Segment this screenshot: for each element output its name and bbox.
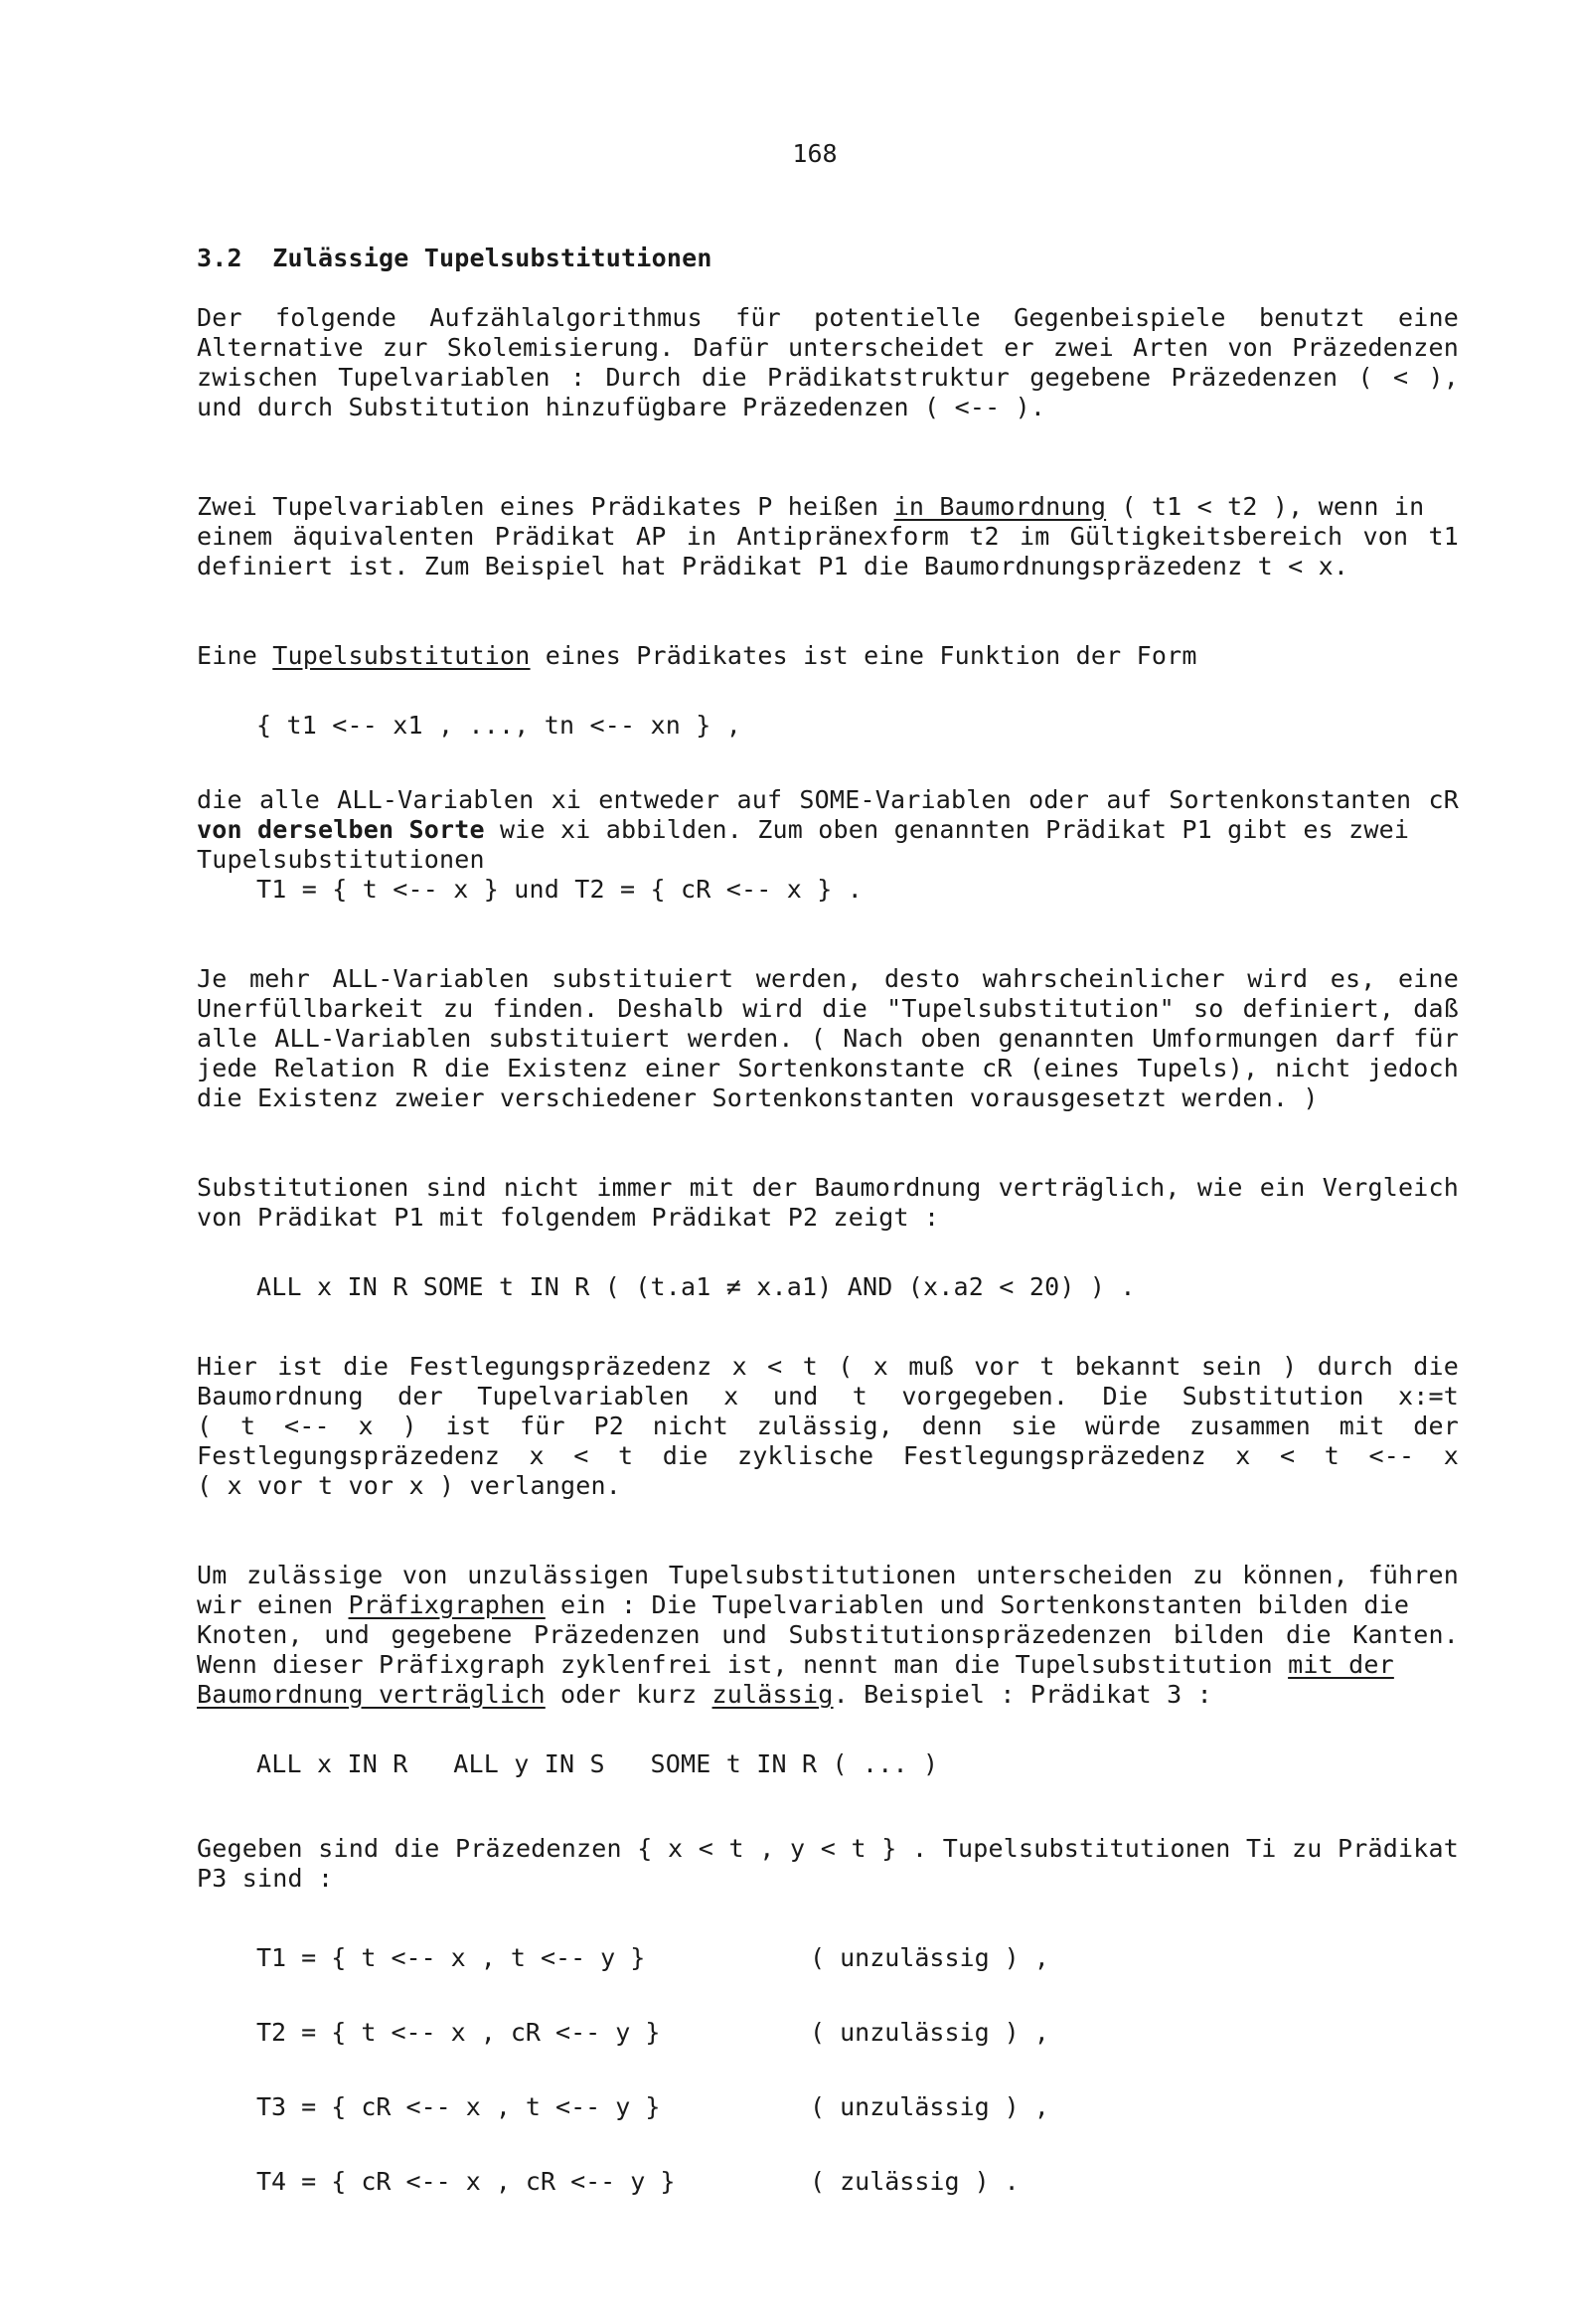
p5-line: alle ALL-Variablen substituiert werden. ( Nach oben genannten Umformungen darf für <box>197 1024 1459 1053</box>
p9-line: P3 sind : <box>197 1864 334 1893</box>
p7-line: Hier ist die Festlegungspräzedenz x < t ( x muß vor t bekannt sein ) durch die <box>197 1352 1459 1381</box>
p4-line: Tupelsubstitutionen <box>197 845 485 874</box>
p5-line: die Existenz zweier verschiedener Sortenkonstanten vorausgesetzt werden. ) <box>197 1083 1319 1112</box>
term-baumordnung: in Baumordnung <box>893 492 1107 521</box>
substitution-expr: T2 = { t <-- x , cR <-- y } <box>256 2018 661 2047</box>
term-baumordnung-vertraeglich: Baumordnung verträglich <box>197 1680 546 1709</box>
p7-line: ( t <-- x ) ist für P2 nicht zulässig, denn sie würde zusammen mit der <box>197 1411 1459 1440</box>
p5-line: Unerfüllbarkeit zu finden. Deshalb wird die "Tupelsubstitution" so definiert, daß <box>197 994 1459 1023</box>
substitution-expr: T3 = { cR <-- x , t <-- y } <box>256 2092 661 2121</box>
section-heading: 3.2 Zulässige Tupelsubstitutionen <box>197 244 712 272</box>
page-number: 168 <box>792 139 838 168</box>
p5-line: Je mehr ALL-Variablen substituiert werden, desto wahrscheinlicher wird es, eine <box>197 964 1459 993</box>
substitution-status: ( unzulässig ) , <box>810 2018 1049 2047</box>
p1-line: Alternative zur Skolemisierung. Dafür unterscheidet er zwei Arten von Präzedenzen <box>197 333 1459 362</box>
substitution-status: ( unzulässig ) , <box>810 1943 1049 1972</box>
p8-line: Wenn dieser Präfixgraph zyklenfrei ist, nennt man die Tupelsubstitution mit der <box>197 1650 1394 1679</box>
p4-line: von derselben Sorte wie xi abbilden. Zum oben genannten Prädikat P1 gibt es zwei <box>197 815 1410 844</box>
p7-line: ( x vor t vor x ) verlangen. <box>197 1471 622 1500</box>
p1-line: zwischen Tupelvariablen : Durch die Prädikatstruktur gegebene Präzedenzen ( < ), <box>197 363 1459 392</box>
p1-line: Der folgende Aufzählalgorithmus für potentielle Gegenbeispiele benutzt eine <box>197 303 1459 332</box>
p4-formula: T1 = { t <-- x } und T2 = { cR <-- x } . <box>256 875 864 904</box>
p9-line: Gegeben sind die Präzedenzen { x < t , y < t } . Tupelsubstitutionen Ti zu Prädikat <box>197 1834 1459 1863</box>
term-praefixgraph: Präfixgraphen <box>348 1590 546 1619</box>
p1-line: und durch Substitution hinzufügbare Präzedenzen ( <-- ). <box>197 393 1046 421</box>
substitution-expr: T1 = { t <-- x , t <-- y } <box>256 1943 646 1972</box>
p8-line: wir einen Präfixgraphen ein : Die Tupelvariablen und Sortenkonstanten bilden die <box>197 1590 1410 1619</box>
p2-line: definiert ist. Zum Beispiel hat Prädikat P1 die Baumordnungspräzedenz t < x. <box>197 552 1349 581</box>
term-zulaessig: zulässig <box>711 1680 834 1709</box>
p7-line: Festlegungspräzedenz x < t die zyklische Festlegungspräzedenz x < t <-- x <box>197 1441 1459 1470</box>
substitution-expr: T4 = { cR <-- x , cR <-- y } <box>256 2167 676 2196</box>
p5-line: jede Relation R die Existenz einer Sortenkonstante cR (eines Tupels), nicht jedoch <box>197 1054 1459 1082</box>
p4-line: die alle ALL-Variablen xi entweder auf SOME-Variablen oder auf Sortenkonstanten cR <box>197 785 1459 814</box>
p6-line: Substitutionen sind nicht immer mit der Baumordnung verträglich, wie ein Vergleich <box>197 1173 1459 1202</box>
p7-line: Baumordnung der Tupelvariablen x und t vorgegeben. Die Substitution x:=t <box>197 1382 1459 1411</box>
p2-line: Zwei Tupelvariablen eines Prädikates P heißen in Baumordnung ( t1 < t2 ), wenn in <box>197 492 1425 521</box>
term-tupelsubstitution: Tupelsubstitution <box>272 641 531 670</box>
bold-phrase: von derselben Sorte <box>197 815 485 844</box>
substitution-status: ( zulässig ) . <box>810 2167 1020 2196</box>
formula-3: ALL x IN R ALL y IN S SOME t IN R ( ... ) <box>256 1749 939 1778</box>
formula-2: ALL x IN R SOME t IN R ( (t.a1 ≠ x.a1) AND (x.a2 < 20) ) . <box>256 1272 1136 1301</box>
p8-line: Knoten, und gegebene Präzedenzen und Substitutionspräzedenzen bilden die Kanten. <box>197 1620 1459 1649</box>
formula-1: { t1 <-- x1 , ..., tn <-- xn } , <box>256 711 742 740</box>
p2-line: einem äquivalenten Prädikat AP in Antipränexform t2 im Gültigkeitsbereich von t1 <box>197 522 1459 551</box>
p6-line: von Prädikat P1 mit folgendem Prädikat P2 zeigt : <box>197 1203 940 1232</box>
term-mit-der: mit der <box>1288 1650 1394 1679</box>
p8-line: Um zulässige von unzulässigen Tupelsubstitutionen unterscheiden zu können, führen <box>197 1561 1459 1589</box>
p8-line: Baumordnung verträglich oder kurz zulässig. Beispiel : Prädikat 3 : <box>197 1680 1212 1709</box>
substitution-status: ( unzulässig ) , <box>810 2092 1049 2121</box>
p3-line: Eine Tupelsubstitution eines Prädikates ist eine Funktion der Form <box>197 641 1197 670</box>
